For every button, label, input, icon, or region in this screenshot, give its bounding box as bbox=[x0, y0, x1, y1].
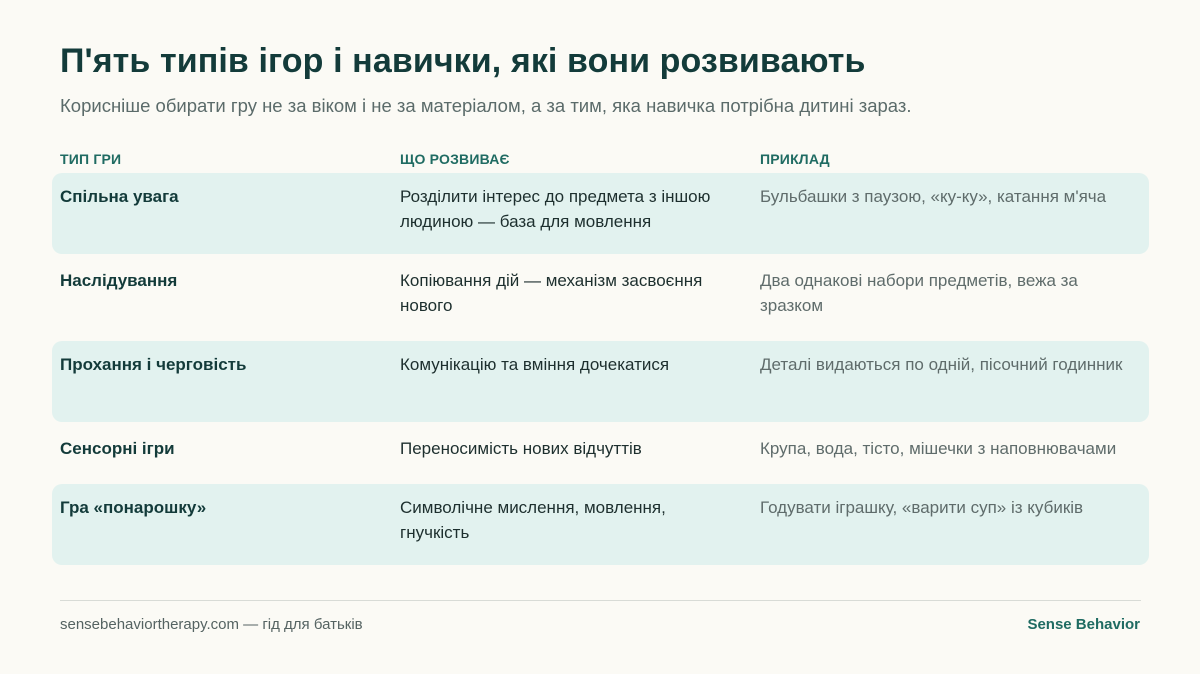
cell-develops: Копіювання дій — механізм засвоєння нового bbox=[400, 271, 703, 315]
cell-game-type: Сенсорні ігри bbox=[60, 439, 175, 458]
cell-develops: Переносимість нових відчуттів bbox=[400, 439, 642, 458]
cell-example: Бульбашки з паузою, «ку-ку», катання м'яча bbox=[760, 187, 1107, 206]
cell-example: Крупа, вода, тісто, мішечки з наповнювачами bbox=[760, 439, 1117, 458]
cell-game-type: Прохання і черговість bbox=[60, 355, 247, 374]
footer-brand: Sense Behavior bbox=[1027, 616, 1140, 633]
table-row bbox=[52, 257, 1149, 338]
page-subtitle: Корисніше обирати гру не за віком і не за матеріалом, а за тим, яка навичка потрібна дитині зараз. bbox=[60, 95, 912, 116]
table-row bbox=[52, 484, 1149, 565]
cell-example: Деталі видаються по одній, пісочний годинник bbox=[760, 355, 1123, 374]
cell-example: Два однакові набори предметів, вежа за зразком bbox=[760, 271, 1078, 315]
footer-divider bbox=[60, 600, 1141, 601]
cell-develops: Символічне мислення, мовлення, гнучкість bbox=[400, 498, 666, 542]
column-header-develops: ЩО РОЗВИВАЄ bbox=[400, 151, 510, 167]
footer-source: sensebehaviortherapy.com — гід для батьків bbox=[60, 616, 363, 633]
cell-game-type: Наслідування bbox=[60, 271, 178, 290]
cell-game-type: Спільна увага bbox=[60, 187, 179, 206]
cell-example: Годувати іграшку, «варити суп» із кубиків bbox=[760, 498, 1084, 517]
cell-game-type: Гра «понарошку» bbox=[60, 498, 207, 517]
cell-develops: Комунікацію та вміння дочекатися bbox=[400, 355, 670, 374]
cell-develops: Розділити інтерес до предмета з іншою людиною — база для мовлення bbox=[400, 187, 711, 231]
table-row bbox=[52, 341, 1149, 422]
column-header-type: ТИП ГРИ bbox=[60, 151, 122, 167]
page-title: П'ять типів ігор і навички, які вони розвивають bbox=[60, 42, 866, 80]
table-row bbox=[52, 173, 1149, 254]
column-header-example: ПРИКЛАД bbox=[760, 151, 830, 167]
